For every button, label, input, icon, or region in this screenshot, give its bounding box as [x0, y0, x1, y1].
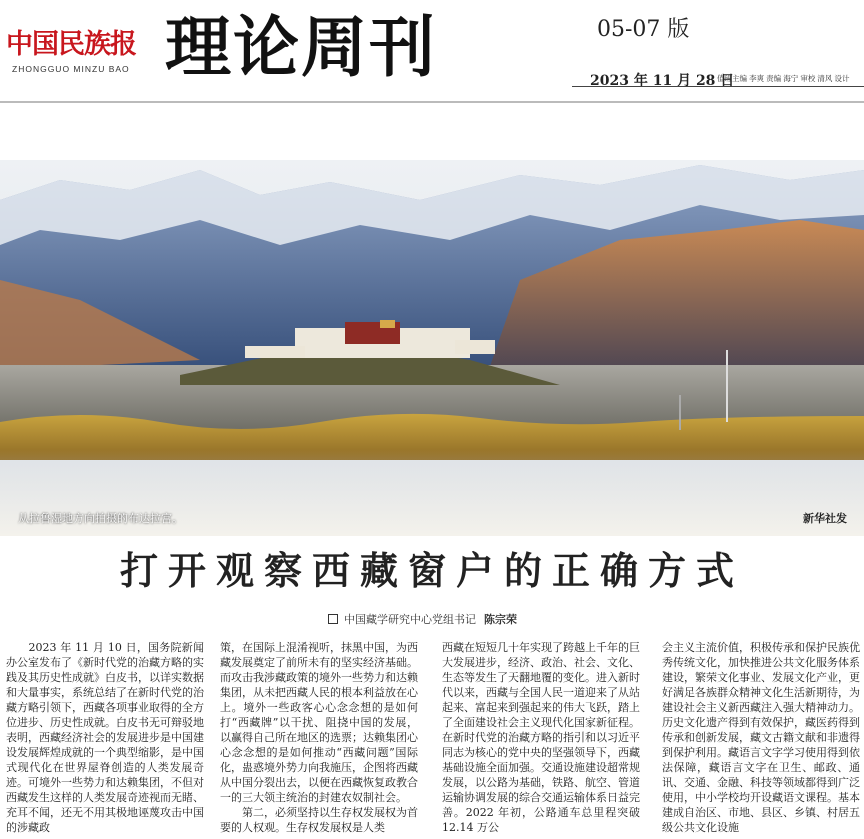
section-title: 理论周刊: [165, 8, 437, 86]
column-text: 2023 年 11 月 10 日，国务院新闻办公室发布了《新时代党的治藏方略的实践及其历史性成就》白皮书，以详实数据和大量事实，系统总结了在新时代党的治藏方略引领下，西藏各项事业取得的全方位进步、历史性成就。白皮书无可辩驳地表明，西藏经济社会的发展进步是中国建设发展辉煌成就的一个典型缩影，是中国式现代化在世界屋脊创造的人类发展奇迹。可境外一些势力和达赖集团，不但对西藏发生这样的人类发展奇迹视而无睹、充耳不闻，还无不用其极地诬蔑攻击中国的涉藏政: [6, 641, 204, 834]
byline-box-icon: [328, 614, 338, 624]
article-column-2: [220, 640, 418, 839]
issue-date: 2023 年 11 月 28 日: [590, 73, 735, 89]
byline-author: 陈宗荣: [484, 613, 517, 626]
date-underline-divider: [572, 86, 864, 87]
article-column-4: [662, 640, 860, 839]
masthead-divider: [0, 101, 864, 103]
column-text: 策，在国际上混淆视听，抹黑中国，为西藏发展奠定了前所未有的坚实经济基础。而攻击我涉藏政策的境外一些势力和达赖集团，从未把西藏人民的根本利益放在心上。境外一些政客心心念念想的是如何打“西藏牌”以干扰、阻挠中国的发展，以赢得自己所在地区的选票；达赖集团心心念念想的是如何推动“西藏问题”国际化，蛊惑境外势力向我施压，企图将西藏从中国分裂出去，以便在西藏恢复政教合一的三大领主统治的封建农奴制社会。 第二，必须坚持以生存权发展权为首要的人权观。生存权发展权是人类: [220, 641, 418, 834]
photo-caption: 从拉鲁湿地方向拍摄的布达拉宫。: [18, 512, 183, 525]
column-text: 西藏在短短几十年实现了跨越上千年的巨大发展进步，经济、政治、社会、文化、生态等发生了天翻地覆的变化。进入新时代以来，西藏与全国人民一道迎来了从站起来、富起来到强起来的伟大飞跃，踏上了全面建设社会主义现代化国家新征程。在新时代党的治藏方略的指引和以习近平同志为核心的党中央的坚强领导下，西藏基础设施全面加强。交通设施建设超常规发展，以公路为基础，铁路、航空、管道运输协调发展的综合交通运输体系日益完善。2022 年初，公路通车总里程突破 12.14 万公: [442, 641, 640, 834]
article-column-3: [442, 640, 640, 839]
newspaper-logo-pinyin: ZHONGGUO MINZU BAO: [12, 64, 130, 74]
byline-org: 中国藏学研究中心党组书记: [344, 613, 476, 626]
byline: [328, 611, 517, 627]
edition-number: 05-07 版: [597, 17, 690, 42]
newspaper-logo[interactable]: 中国民族报: [6, 29, 136, 60]
photo-credit: 新华社发: [803, 512, 847, 525]
editor-credits: 值班主编 李爽 责编 海宁 审校 清风 设计: [717, 74, 850, 83]
article-headline[interactable]: 打开观察西藏窗户的正确方式: [119, 548, 744, 593]
potala-palace-photo: [0, 160, 864, 536]
article-column-1: [6, 640, 204, 839]
column-text: 会主义主流价值，积极传承和保护民族优秀传统文化，加快推进公共文化服务体系建设，繁荣文化事业、发展文化产业，更好满足各族群众精神文化生活新期待，为建设社会主义新西藏注入强大精神动力。历史文化遗产得到有效保护，藏医药得到传承和创新发展，藏文古籍文献和非遗得到保护利用。藏语言文字学习使用得到依法保障，藏语言文字在卫生、邮政、通讯、交通、金融、科技等领域都得到广泛使用，中小学校均开设藏语文课程。基本建成自治区、市地、县区、乡镇、村居五级公共文化设施: [662, 641, 860, 834]
masthead: [0, 0, 864, 160]
